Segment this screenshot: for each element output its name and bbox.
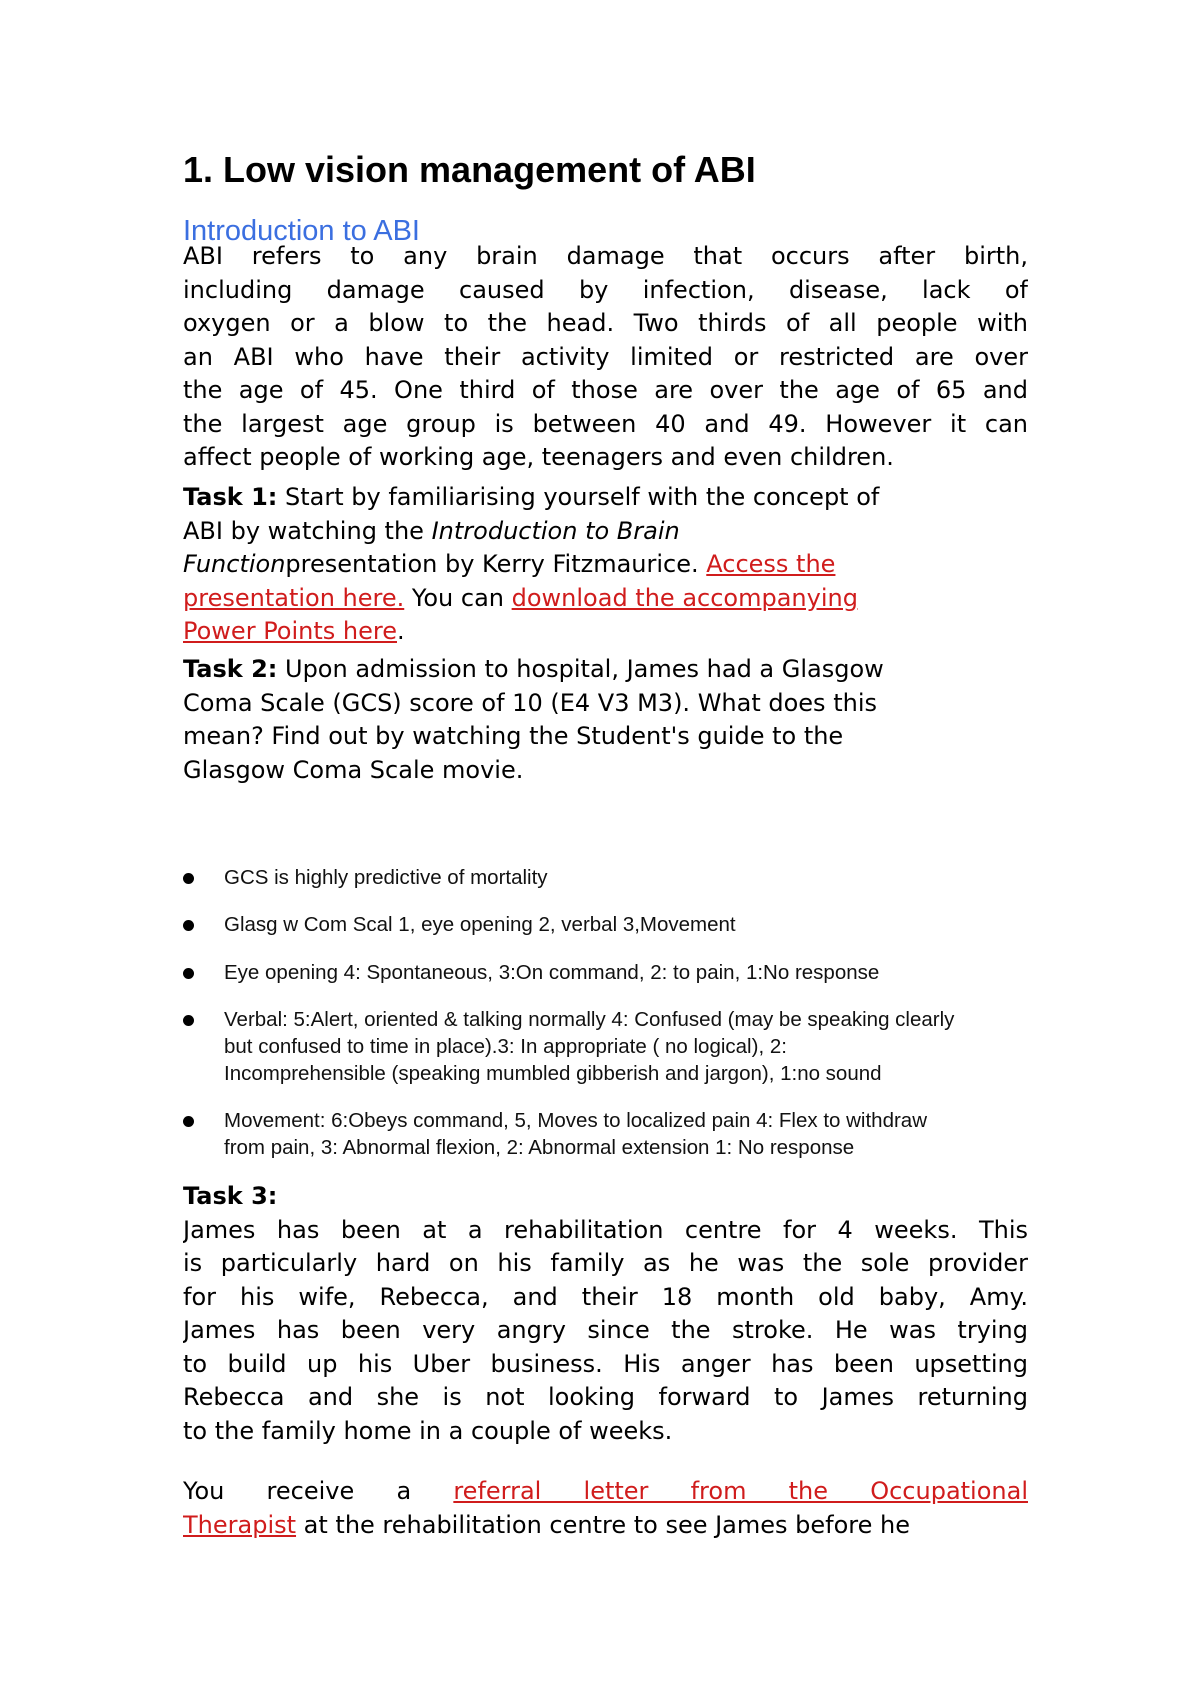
task1-paragraph (183, 481, 1028, 649)
intro-line: including damage caused by infection, disease, lack of (183, 275, 1028, 304)
task1-text: You can (404, 583, 512, 612)
intro-line: an ABI who have their activity limited or restricted are over (183, 342, 1028, 371)
page-title: 1. Low vision management of ABI (183, 149, 756, 190)
task2-line: Coma Scale (GCS) score of 10 (E4 V3 M3). What does this (183, 688, 877, 717)
task1-label: Task 1: (183, 483, 278, 511)
task3-line: to the family home in a couple of weeks. (183, 1416, 673, 1445)
task1-text: . (397, 617, 405, 645)
task3-line: James has been at a rehabilitation centre for 4 weeks. This (183, 1215, 1028, 1244)
task3-line: is particularly hard on his family as he was the sole provider (183, 1249, 1028, 1277)
task1-text: presentation by Kerry Fitzmaurice. (285, 550, 707, 578)
bullet-icon (183, 1116, 194, 1127)
task1-line (183, 515, 1028, 549)
task1-text: ABI by watching the (183, 516, 432, 545)
task1-italic-title: Introduction to Brain (431, 516, 680, 545)
referral-letter-link[interactable]: Therapist (183, 1510, 297, 1539)
bullet-icon (183, 873, 194, 884)
referral-text: You receive a (183, 1477, 454, 1505)
access-presentation-link[interactable]: presentation here. (183, 583, 405, 612)
list-item (183, 1006, 1028, 1087)
task2-line (183, 653, 1028, 687)
referral-letter-link[interactable]: referral letter from the Occupational (453, 1477, 1028, 1505)
list-item-text: GCS is highly predictive of mortality (224, 866, 548, 889)
intro-line: the age of 45. One third of those are over the age of 65 and (183, 376, 1028, 404)
task2-line: mean? Find out by watching the Student's guide to the (183, 722, 844, 750)
download-powerpoints-link[interactable]: download the accompanying (511, 583, 858, 612)
task1-line (183, 615, 1028, 649)
intro-paragraph (183, 240, 1028, 475)
list-item (183, 864, 1028, 891)
list-item (183, 911, 1028, 938)
download-powerpoints-link[interactable]: Power Points here (183, 617, 397, 645)
list-item-text: but confused to time in place).3: In appropriate ( no logical), 2: (224, 1035, 787, 1058)
bullet-icon (183, 1015, 194, 1026)
task1-text: Start by familiarising yourself with the concept of (277, 483, 880, 511)
task1-italic-title: Function (183, 550, 286, 578)
task1-line (183, 582, 1028, 616)
list-item-text: Verbal: 5:Alert, oriented & talking normally 4: Confused (may be speaking clearly (224, 1008, 955, 1031)
list-item-text: Incomprehensible (speaking mumbled gibberish and jargon), 1:no sound (224, 1062, 882, 1085)
referral-text: at the rehabilitation centre to see James before he (296, 1510, 911, 1539)
task3-label-line (183, 1180, 1028, 1214)
task2-paragraph (183, 653, 1028, 787)
task1-line (183, 481, 1028, 515)
task1-line (183, 548, 1028, 582)
referral-line (183, 1509, 1028, 1543)
list-item (183, 959, 1028, 986)
section-heading: Introduction to ABI (183, 215, 420, 247)
task3-line: to build up his Uber business. His anger has been upsetting (183, 1349, 1028, 1378)
list-item-text: from pain, 3: Abnormal flexion, 2: Abnormal extension 1: No response (224, 1136, 855, 1159)
referral-line (183, 1475, 1028, 1509)
task2-label: Task 2: (183, 655, 278, 683)
intro-line: oxygen or a blow to the head. Two thirds of all people with (183, 309, 1028, 337)
task3-line: Rebecca and she is not looking forward to James returning (183, 1383, 1028, 1411)
list-item-text: Glasg w Com Scal 1, eye opening 2, verbal 3,Movement (224, 913, 736, 936)
intro-line: affect people of working age, teenagers and even children. (183, 443, 894, 471)
access-presentation-link[interactable]: Access the (706, 550, 836, 578)
bullet-icon (183, 920, 194, 931)
task2-line: Glasgow Coma Scale movie. (183, 755, 524, 784)
task3-line: James has been very angry since the stroke. He was trying (183, 1316, 1028, 1344)
task3-line: for his wife, Rebecca, and their 18 month old baby, Amy. (183, 1282, 1028, 1311)
bullet-icon (183, 968, 194, 979)
intro-line: ABI refers to any brain damage that occurs after birth, (183, 242, 1028, 270)
list-item (183, 1107, 1028, 1161)
task3-paragraph (183, 1180, 1028, 1448)
task3-label: Task 3: (183, 1182, 278, 1210)
list-item-text: Movement: 6:Obeys command, 5, Moves to localized pain 4: Flex to withdraw (224, 1109, 928, 1132)
list-item-text: Eye opening 4: Spontaneous, 3:On command, 2: to pain, 1:No response (224, 961, 880, 984)
task2-text: Upon admission to hospital, James had a Glasgow (277, 655, 884, 683)
referral-paragraph (183, 1475, 1028, 1542)
intro-line: the largest age group is between 40 and 49. However it can (183, 409, 1028, 438)
